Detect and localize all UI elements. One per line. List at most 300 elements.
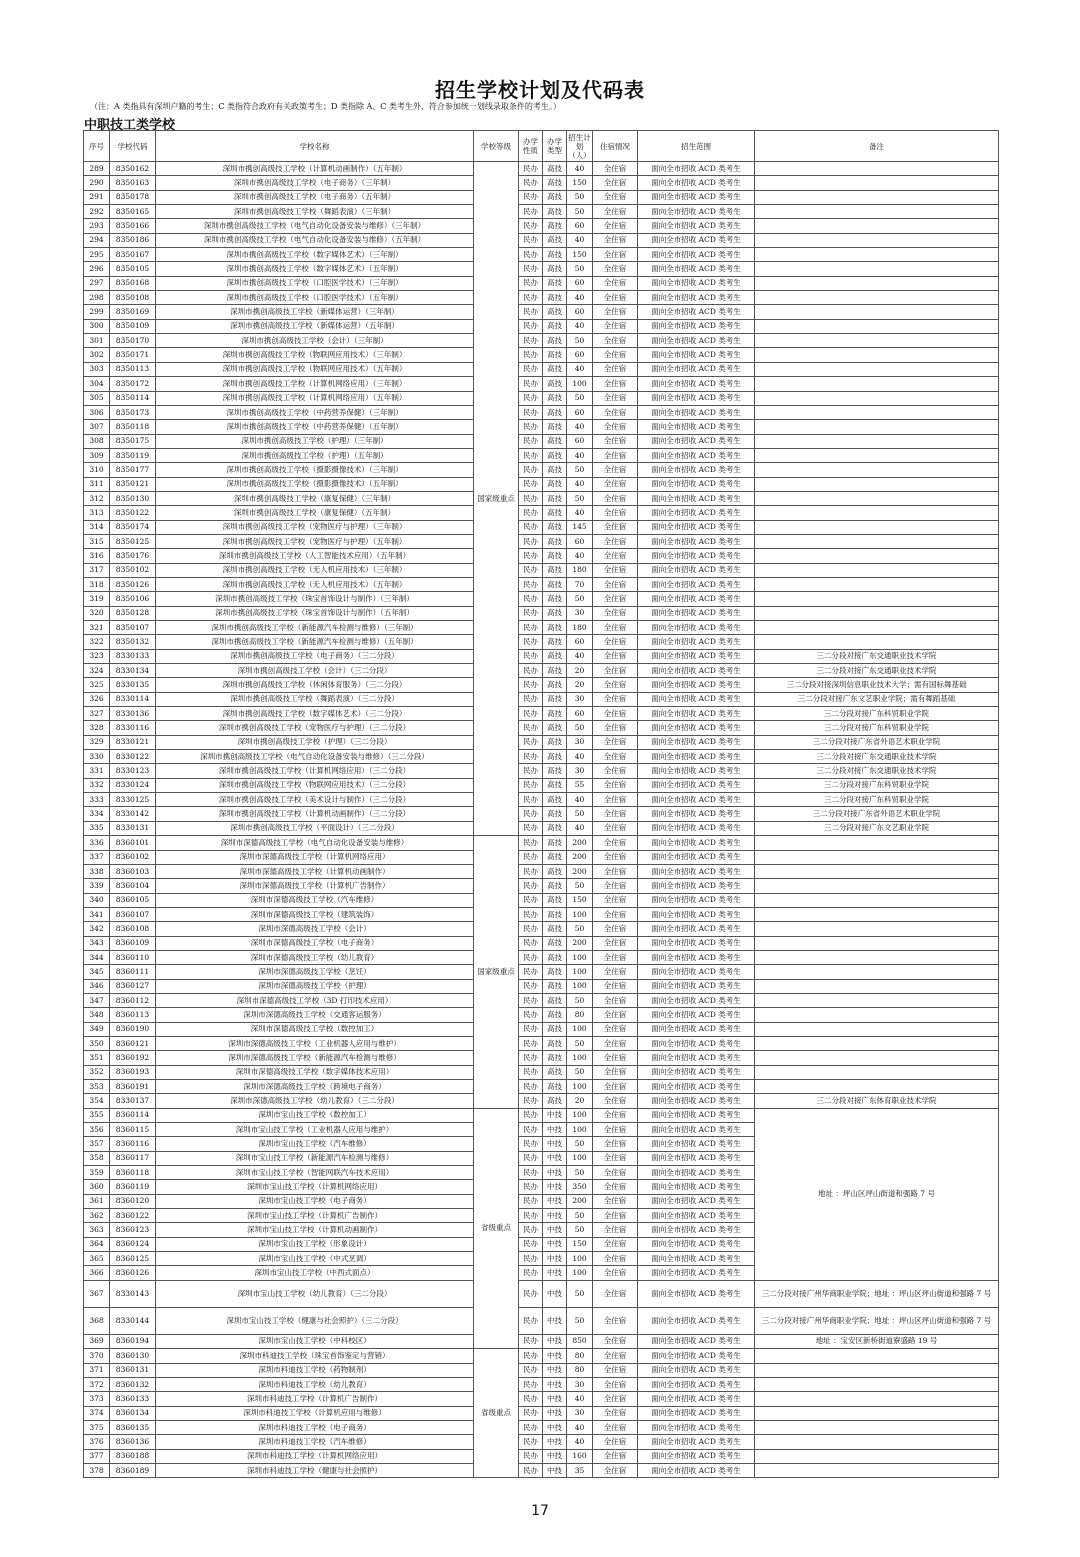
cell-boarding: 全住宿 [593,190,638,204]
cell-remarks [755,448,999,462]
table-row [84,950,999,964]
cell-remarks [755,879,999,893]
cell-enrollment-plan: 200 [567,864,593,878]
page-number: 17 [531,1503,549,1519]
cell-ownership: 民办 [519,1065,543,1079]
cell-school-type: 中技 [543,1108,567,1122]
cell-school-code: 8360118 [110,1166,156,1180]
cell-school-name: 深圳市深德高级技工学校（建筑装饰） [156,907,474,921]
cell-school-name: 深圳市宝山技工学校（幼儿教育）（三二分段） [156,1280,474,1307]
cell-remarks [755,319,999,333]
cell-school-type: 高技 [543,219,567,233]
cell-remarks [755,162,999,176]
cell-enrollment-scope: 面向全市招收 ACD 类考生 [638,764,755,778]
cell-ownership: 民办 [519,1108,543,1122]
cell-index: 295 [84,248,110,262]
cell-remarks [755,491,999,505]
cell-index: 371 [84,1363,110,1377]
cell-school-code: 8330143 [110,1280,156,1307]
cell-enrollment-plan: 40 [567,233,593,247]
cell-school-type: 高技 [543,1036,567,1050]
cell-enrollment-scope: 面向全市招收 ACD 类考生 [638,219,755,233]
cell-boarding: 全住宿 [593,864,638,878]
cell-remarks: 三二分段对接广东文艺职业学院 [755,821,999,835]
cell-ownership: 民办 [519,864,543,878]
cell-school-type: 高技 [543,850,567,864]
cell-enrollment-plan: 100 [567,1123,593,1137]
cell-school-code: 8360117 [110,1151,156,1165]
cell-school-code: 8350108 [110,291,156,305]
cell-index: 336 [84,836,110,850]
table-row [84,592,999,606]
cell-school-code: 8360105 [110,893,156,907]
cell-remarks: 三二分段对接广东交通职业技术学院 [755,764,999,778]
cell-enrollment-plan: 200 [567,1194,593,1208]
cell-index: 310 [84,463,110,477]
cell-enrollment-scope: 面向全市招收 ACD 类考生 [638,707,755,721]
cell-enrollment-plan: 100 [567,1151,593,1165]
cell-boarding: 全住宿 [593,520,638,534]
table-row [84,563,999,577]
cell-enrollment-scope: 面向全市招收 ACD 类考生 [638,1252,755,1266]
cell-school-name: 深圳市携创高级技工学校（计算机网络应用）（五年制） [156,391,474,405]
cell-school-type: 高技 [543,577,567,591]
table-row [84,721,999,735]
cell-school-type: 高技 [543,678,567,692]
cell-school-name: 深圳市携创高级技工学校（中药营养保健）（三年制） [156,405,474,419]
cell-school-name: 深圳市携创高级技工学校（无人机应用技术）（五年制） [156,577,474,591]
cell-school-name: 深圳市携创高级技工学校（电气自动化设备安装与维修）（三年制） [156,219,474,233]
cell-ownership: 民办 [519,291,543,305]
table-row [84,936,999,950]
cell-ownership: 民办 [519,1180,543,1194]
cell-boarding: 全住宿 [593,405,638,419]
cell-index: 378 [84,1463,110,1477]
cell-enrollment-plan: 60 [567,534,593,548]
cell-remarks [755,893,999,907]
cell-school-type: 高技 [543,922,567,936]
cell-school-name: 深圳市深德高级技工学校（会计） [156,922,474,936]
cell-school-type: 高技 [543,1094,567,1108]
cell-remarks [755,434,999,448]
table-row [84,362,999,376]
cell-boarding: 全住宿 [593,1108,638,1122]
cell-index: 316 [84,549,110,563]
cell-remarks [755,248,999,262]
cell-school-type: 中技 [543,1180,567,1194]
cell-boarding: 全住宿 [593,1151,638,1165]
cell-enrollment-plan: 50 [567,1036,593,1050]
cell-remarks [755,1377,999,1391]
cell-ownership: 民办 [519,219,543,233]
cell-school-type: 高技 [543,1022,567,1036]
cell-boarding: 全住宿 [593,950,638,964]
cell-enrollment-scope: 面向全市招收 ACD 类考生 [638,592,755,606]
cell-school-name: 深圳市携创高级技工学校（中药营养保健）（五年制） [156,420,474,434]
cell-school-name: 深圳市深德高级技工学校（护理） [156,979,474,993]
cell-boarding: 全住宿 [593,176,638,190]
cell-remarks [755,377,999,391]
cell-school-name: 深圳市携创高级技工学校（康复保健）（三年制） [156,491,474,505]
cell-school-code: 8330136 [110,707,156,721]
cell-school-code: 8360120 [110,1194,156,1208]
cell-ownership: 民办 [519,950,543,964]
table-row [84,549,999,563]
cell-remarks [755,836,999,850]
cell-index: 349 [84,1022,110,1036]
cell-school-name: 深圳市携创高级技工学校（数字媒体艺术）（五年制） [156,262,474,276]
cell-enrollment-scope: 面向全市招收 ACD 类考生 [638,979,755,993]
cell-enrollment-plan: 60 [567,405,593,419]
cell-enrollment-plan: 40 [567,1420,593,1434]
cell-school-code: 8330142 [110,807,156,821]
cell-remarks [755,1363,999,1377]
cell-school-type: 高技 [543,420,567,434]
cell-enrollment-scope: 面向全市招收 ACD 类考生 [638,405,755,419]
cell-enrollment-plan: 35 [567,1463,593,1477]
cell-remarks [755,549,999,563]
cell-school-code: 8350171 [110,348,156,362]
cell-enrollment-scope: 面向全市招收 ACD 类考生 [638,1051,755,1065]
cell-enrollment-scope: 面向全市招收 ACD 类考生 [638,1180,755,1194]
cell-ownership: 民办 [519,276,543,290]
cell-remarks [755,1420,999,1434]
cell-index: 327 [84,707,110,721]
cell-boarding: 全住宿 [593,1363,638,1377]
table-row [84,1435,999,1449]
table-row [84,534,999,548]
table-row [84,1349,999,1363]
cell-school-type: 高技 [543,434,567,448]
cell-school-type: 高技 [543,907,567,921]
cell-boarding: 全住宿 [593,807,638,821]
cell-enrollment-scope: 面向全市招收 ACD 类考生 [638,162,755,176]
cell-school-type: 高技 [543,477,567,491]
cell-school-code: 8350177 [110,463,156,477]
cell-enrollment-scope: 面向全市招收 ACD 类考生 [638,936,755,950]
cell-boarding: 全住宿 [593,391,638,405]
cell-school-type: 高技 [543,534,567,548]
cell-enrollment-plan: 150 [567,176,593,190]
cell-index: 341 [84,907,110,921]
cell-remarks [755,233,999,247]
cell-enrollment-plan: 100 [567,1080,593,1094]
cell-enrollment-scope: 面向全市招收 ACD 类考生 [638,1151,755,1165]
cell-remarks [755,606,999,620]
cell-enrollment-scope: 面向全市招收 ACD 类考生 [638,1307,755,1334]
cell-school-level: 省级重点 [474,1349,519,1478]
cell-ownership: 民办 [519,821,543,835]
cell-remarks [755,563,999,577]
cell-enrollment-plan: 40 [567,162,593,176]
cell-enrollment-scope: 面向全市招收 ACD 类考生 [638,1209,755,1223]
cell-school-type: 高技 [543,362,567,376]
cell-boarding: 全住宿 [593,1349,638,1363]
cell-ownership: 民办 [519,922,543,936]
cell-ownership: 民办 [519,1036,543,1050]
cell-school-name: 深圳市科迪技工学校（健康与社会照护） [156,1463,474,1477]
cell-school-type: 高技 [543,864,567,878]
cell-school-code: 8350163 [110,176,156,190]
cell-school-code: 8350125 [110,534,156,548]
cell-school-type: 中技 [543,1463,567,1477]
cell-remarks [755,907,999,921]
cell-enrollment-plan: 80 [567,1363,593,1377]
cell-school-code: 8330124 [110,778,156,792]
cell-school-code: 8350172 [110,377,156,391]
table-header-row [84,131,999,162]
cell-ownership: 民办 [519,1406,543,1420]
cell-remarks [755,965,999,979]
cell-boarding: 全住宿 [593,592,638,606]
cell-remarks [755,577,999,591]
cell-remarks [755,1435,999,1449]
table-row [84,821,999,835]
cell-remarks [755,1449,999,1463]
table-row [84,1406,999,1420]
cell-remarks: 三二分段对接广东交通职业技术学院 [755,750,999,764]
cell-school-type: 高技 [543,491,567,505]
cell-enrollment-scope: 面向全市招收 ACD 类考生 [638,907,755,921]
cell-index: 364 [84,1237,110,1251]
cell-enrollment-scope: 面向全市招收 ACD 类考生 [638,993,755,1007]
cell-ownership: 民办 [519,1252,543,1266]
table-row [84,1377,999,1391]
cell-ownership: 民办 [519,692,543,706]
cell-ownership: 民办 [519,434,543,448]
cell-remarks [755,864,999,878]
cell-school-code: 8350126 [110,577,156,591]
cell-remarks [755,176,999,190]
cell-boarding: 全住宿 [593,606,638,620]
cell-school-name: 深圳市科迪技工学校（汽车维修） [156,1435,474,1449]
cell-boarding: 全住宿 [593,764,638,778]
cell-boarding: 全住宿 [593,334,638,348]
cell-school-name: 深圳市携创高级技工学校（计算机网络应用）（三二分段） [156,764,474,778]
cell-school-code: 8350170 [110,334,156,348]
cell-ownership: 民办 [519,334,543,348]
cell-school-code: 8360104 [110,879,156,893]
cell-school-code: 8360112 [110,993,156,1007]
cell-school-name: 深圳市深德高级技工学校（计算机网络应用） [156,850,474,864]
cell-school-type: 高技 [543,520,567,534]
cell-boarding: 全住宿 [593,1223,638,1237]
cell-school-code: 8360127 [110,979,156,993]
cell-school-code: 8330125 [110,793,156,807]
cell-boarding: 全住宿 [593,506,638,520]
cell-school-type: 中技 [543,1209,567,1223]
cell-enrollment-scope: 面向全市招收 ACD 类考生 [638,1022,755,1036]
cell-school-code: 8360102 [110,850,156,864]
header-school-type: 办学类型 [543,131,567,162]
cell-school-type: 中技 [543,1166,567,1180]
table-row [84,506,999,520]
cell-school-type: 高技 [543,936,567,950]
cell-ownership: 民办 [519,793,543,807]
cell-school-name: 深圳市携创高级技工学校（电子商务）（五年制） [156,190,474,204]
cell-school-name: 深圳市深德高级技工学校（交通客运服务） [156,1008,474,1022]
cell-boarding: 全住宿 [593,1420,638,1434]
table-row [84,291,999,305]
cell-index: 368 [84,1307,110,1334]
cell-ownership: 民办 [519,1280,543,1307]
cell-ownership: 民办 [519,1151,543,1165]
table-row [84,262,999,276]
cell-school-code: 8330123 [110,764,156,778]
cell-index: 328 [84,721,110,735]
cell-school-code: 8350168 [110,276,156,290]
cell-enrollment-scope: 面向全市招收 ACD 类考生 [638,248,755,262]
cell-enrollment-plan: 145 [567,520,593,534]
cell-school-code: 8360134 [110,1406,156,1420]
cell-boarding: 全住宿 [593,1280,638,1307]
cell-index: 297 [84,276,110,290]
table-row [84,233,999,247]
cell-school-name: 深圳市携创高级技工学校（电子商务）（三二分段） [156,649,474,663]
cell-index: 325 [84,678,110,692]
cell-index: 314 [84,520,110,534]
cell-ownership: 民办 [519,606,543,620]
cell-school-name: 深圳市科迪技工学校（计算机应用与维修） [156,1406,474,1420]
cell-index: 299 [84,305,110,319]
cell-ownership: 民办 [519,1463,543,1477]
cell-boarding: 全住宿 [593,549,638,563]
cell-school-type: 高技 [543,319,567,333]
cell-school-code: 8360191 [110,1080,156,1094]
cell-ownership: 民办 [519,1209,543,1223]
table-row [84,391,999,405]
cell-index: 358 [84,1151,110,1165]
cell-enrollment-scope: 面向全市招收 ACD 类考生 [638,821,755,835]
cell-remarks [755,276,999,290]
cell-school-type: 高技 [543,276,567,290]
table-row [84,1363,999,1377]
cell-boarding: 全住宿 [593,348,638,362]
cell-enrollment-plan: 100 [567,1252,593,1266]
cell-boarding: 全住宿 [593,1036,638,1050]
cell-school-code: 8350176 [110,549,156,563]
cell-enrollment-plan: 50 [567,807,593,821]
cell-ownership: 民办 [519,1137,543,1151]
cell-school-name: 深圳市携创高级技工学校（珠宝首饰设计与制作）（五年制） [156,606,474,620]
cell-remarks: 三二分段对接深圳信息职业技术大学；需有国标舞基础 [755,678,999,692]
cell-school-code: 8350169 [110,305,156,319]
cell-enrollment-scope: 面向全市招收 ACD 类考生 [638,1363,755,1377]
cell-enrollment-plan: 40 [567,362,593,376]
cell-school-name: 深圳市宝山技工学校（智能网联汽车技术应用） [156,1166,474,1180]
cell-school-name: 深圳市深德高级技工学校（跨境电子商务） [156,1080,474,1094]
cell-boarding: 全住宿 [593,907,638,921]
cell-school-type: 高技 [543,176,567,190]
cell-boarding: 全住宿 [593,850,638,864]
cell-enrollment-plan: 80 [567,1008,593,1022]
cell-school-code: 8350105 [110,262,156,276]
cell-remarks [755,262,999,276]
cell-index: 289 [84,162,110,176]
cell-index: 312 [84,491,110,505]
cell-school-name: 深圳市携创高级技工学校（宠物医疗与护理）（三年制） [156,520,474,534]
cell-school-type: 高技 [543,348,567,362]
cell-school-code: 8360116 [110,1137,156,1151]
cell-school-code: 8350162 [110,162,156,176]
table-row [84,635,999,649]
cell-school-type: 高技 [543,592,567,606]
cell-school-code: 8350118 [110,420,156,434]
cell-school-type: 中技 [543,1223,567,1237]
table-row [84,1420,999,1434]
cell-enrollment-scope: 面向全市招收 ACD 类考生 [638,1237,755,1251]
cell-index: 307 [84,420,110,434]
cell-enrollment-plan: 40 [567,1435,593,1449]
cell-school-code: 8360124 [110,1237,156,1251]
cell-index: 293 [84,219,110,233]
cell-enrollment-plan: 50 [567,463,593,477]
cell-enrollment-scope: 面向全市招收 ACD 类考生 [638,1280,755,1307]
cell-enrollment-scope: 面向全市招收 ACD 类考生 [638,922,755,936]
cell-school-code: 8360188 [110,1449,156,1463]
cell-school-name: 深圳市携创高级技工学校（口腔医学技术）（三年制） [156,276,474,290]
cell-remarks: 三二分段对接广东交通职业技术学院 [755,664,999,678]
cell-school-name: 深圳市携创高级技工学校（口腔医学技术）（五年制） [156,291,474,305]
cell-ownership: 民办 [519,1334,543,1348]
cell-boarding: 全住宿 [593,879,638,893]
cell-remarks [755,1022,999,1036]
cell-ownership: 民办 [519,850,543,864]
cell-ownership: 民办 [519,721,543,735]
cell-enrollment-scope: 面向全市招收 ACD 类考生 [638,1123,755,1137]
cell-index: 356 [84,1123,110,1137]
cell-school-code: 8350109 [110,319,156,333]
cell-school-type: 中技 [543,1252,567,1266]
table-row [84,606,999,620]
cell-ownership: 民办 [519,635,543,649]
cell-remarks [755,391,999,405]
cell-school-code: 8350122 [110,506,156,520]
cell-enrollment-scope: 面向全市招收 ACD 类考生 [638,1377,755,1391]
cell-index: 375 [84,1420,110,1434]
cell-school-code: 8350121 [110,477,156,491]
cell-school-name: 深圳市深德高级技工学校（烹饪） [156,965,474,979]
cell-index: 366 [84,1266,110,1280]
cell-school-type: 高技 [543,305,567,319]
cell-boarding: 全住宿 [593,219,638,233]
cell-ownership: 民办 [519,262,543,276]
cell-school-type: 中技 [543,1349,567,1363]
cell-school-name: 深圳市宝山技工学校（健康与社会照护）（三二分段） [156,1307,474,1334]
cell-boarding: 全住宿 [593,534,638,548]
cell-index: 290 [84,176,110,190]
table-row [84,1036,999,1050]
cell-school-type: 高技 [543,893,567,907]
cell-ownership: 民办 [519,377,543,391]
cell-index: 292 [84,205,110,219]
cell-school-code: 8360108 [110,922,156,936]
cell-index: 330 [84,750,110,764]
cell-school-code: 8350166 [110,219,156,233]
cell-ownership: 民办 [519,248,543,262]
cell-boarding: 全住宿 [593,1334,638,1348]
cell-remarks: 三二分段对接广东科贸职业学院 [755,707,999,721]
cell-ownership: 民办 [519,405,543,419]
cell-boarding: 全住宿 [593,319,638,333]
cell-school-type: 高技 [543,233,567,247]
cell-index: 334 [84,807,110,821]
cell-school-name: 深圳市深德高级技工学校（电气自动化设备安装与维修） [156,836,474,850]
cell-enrollment-plan: 80 [567,1349,593,1363]
cell-enrollment-plan: 150 [567,248,593,262]
header-enrollment-scope: 招生范围 [638,131,755,162]
cell-enrollment-scope: 面向全市招收 ACD 类考生 [638,434,755,448]
